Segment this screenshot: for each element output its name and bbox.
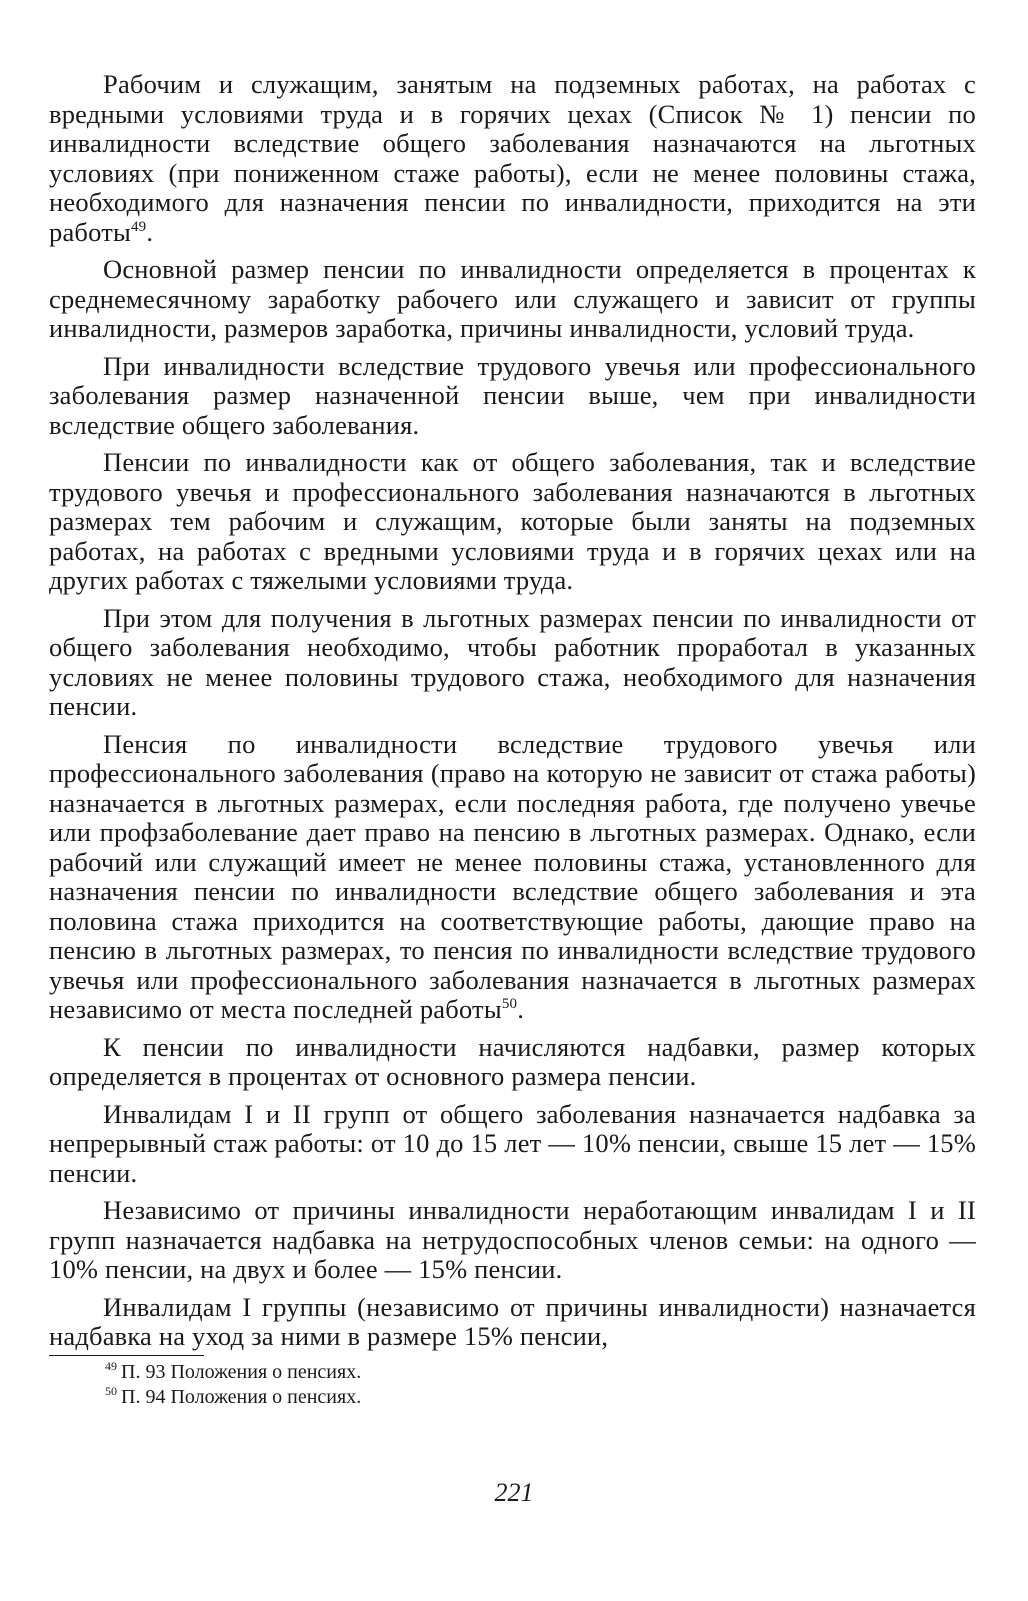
paragraph-2: Основной размер пенсии по инвалидности определяется в процентах к среднемесячному заработку рабочего или служащего и зависит от группы инвалидности, размеров заработка, причины инвалидности, условий труда.	[49, 254, 976, 343]
footnotes	[49, 1360, 976, 1410]
page-number: 221	[494, 1478, 534, 1507]
paragraph-1: Рабочим и служащим, занятым на подземных работах, на работах с вредными условиями труда и в горячих цехах (Список № 1) пенсии по инвалидности вследствие общего заболевания назначаются на льготных условиях (при пониженном стаже работы), если не менее половины стажа, необходимого для назначения пенсии по инвалидности, приходится на эти работы$^{49}$.	[49, 69, 976, 247]
paragraph-10: Инвалидам I группы (независимо от причины инвалидности) назначается надбавка на уход за ними в размере 15% пенсии,	[49, 1291, 976, 1351]
footnote-50: $^{50}$ П. 94 Положения о пенсиях.	[105, 1383, 362, 1408]
footnote-ref-50[interactable]: 50	[501, 996, 518, 1013]
paragraph-7: К пенсии по инвалидности начисляются надбавки, размер которых определяется в процентах от основного размера пенсии.	[49, 1031, 976, 1091]
footnote-49: $^{49}$ П. 93 Положения о пенсиях.	[105, 1358, 362, 1383]
paragraph-3: При инвалидности вследствие трудового увечья или профессионального заболевания размер назначенной пенсии выше, чем при инвалидности вследствие общего заболевания.	[49, 350, 976, 440]
paragraph-6: Пенсия по инвалидности вследствие трудового увечья или профессионального заболевания (право на которую не зависит от стажа работы) назначается в льготных размерах, если последняя работа, где получено увечье или профзаболевание дает право на пенсию в льготных размерах. Однако, если рабочий или служащий имеет не менее половины стажа, установленного для назначения пенсии по инвалидности вследствие общего заболевания и эта половина стажа приходится на соответствующие работы, дающие право на пенсию в льготных размерах, то пенсия по инвалидности вследствие трудового увечья или профессионального заболевания назначается в льготных размерах независимо от места последней работы$^{50}$.	[49, 728, 976, 1024]
paragraph-4: Пенсии по инвалидности как от общего заболевания, так и вследствие трудового увечья и профессионального заболевания назначаются в льготных размерах тем рабочим и служащим, которые были заняты на подземных работах, на работах с вредными условиями труда и в горячих цехах или на других работах с тяжелыми условиями труда.	[49, 447, 976, 595]
footnote-ref-49[interactable]: 49	[130, 218, 147, 235]
footnote-divider	[49, 1355, 204, 1356]
paragraph-9: Независимо от причины инвалидности неработающим инвалидам I и II групп назначается надбавка на нетрудоспособных членов семьи: на одного — 10% пенсии, на двух и более — 15% пенсии.	[49, 1195, 976, 1284]
paragraph-8: Инвалидам I и II групп от общего заболевания назначается надбавка за непрерывный стаж работы: от 10 до 15 лет — 10% пенсии, свыше 15 лет — 15% пенсии.	[49, 1098, 976, 1188]
body-text	[49, 70, 976, 1352]
paragraph-5: При этом для получения в льготных размерах пенсии по инвалидности от общего заболевания необходимо, чтобы работник проработал в указанных условиях не менее половины трудового стажа, необходимого для назначения пенсии.	[49, 602, 976, 721]
